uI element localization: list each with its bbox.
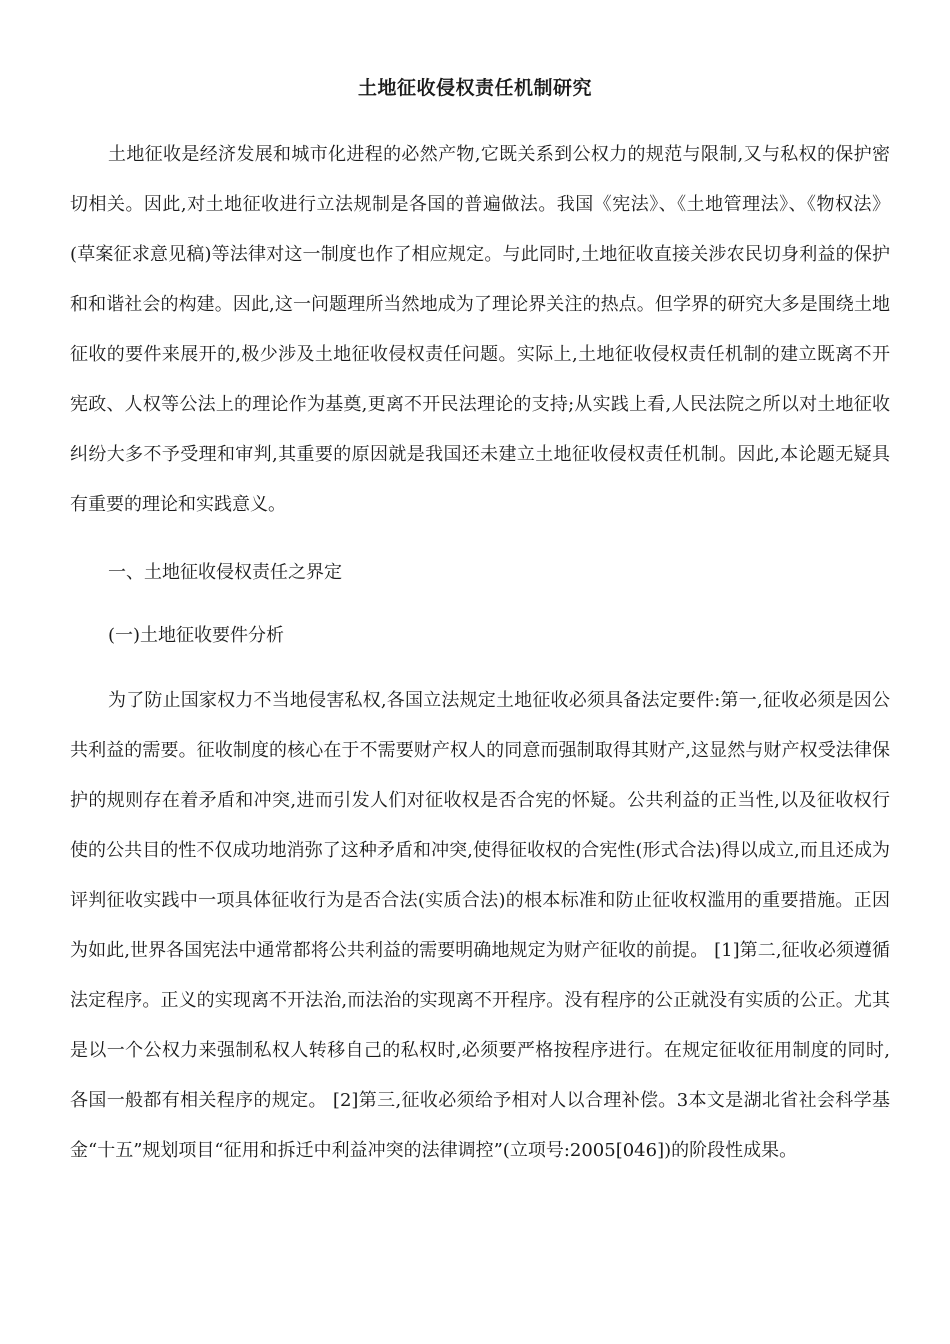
subsection-heading: (一)土地征收要件分析 — [108, 625, 285, 646]
section-heading: 一、土地征收侵权责任之界定 — [108, 562, 342, 583]
document-title: 土地征收侵权责任机制研究 — [357, 77, 592, 99]
body-paragraph: 为了防止国家权力不当地侵害私权,各国立法规定土地征收必须具备法定要件:第一,征收必须是因公共利益的需要。征收制度的核心在于不需要财产权人的同意而强制取得其财产,这显然与财产权受法律保护的规则存在着矛盾和冲突,进而引发人们对征收权是否合宪的怀疑。公共利益的正当性,以及征收权行使的公共目的性不仅成功地消弥了这种矛盾和冲突,使得征收权的合宪性(形式合法)得以成立,而且还成为评判征收实践中一项具体征收行为是否合法(实质合法)的根本标准和防止征收权滥用的重要措施。正因为如此,世界各国宪法中通常都将公共利益的需要明确地规定为财产征收的前提。 [1]第二,征收必须遵循法定程序。正义的实现离不开法治,而法治的实现离不开程序。没有程序的公正就没有实质的公正。尤其是以一个公权力来强制私权人转移自己的私权时,必须要严格按程序进行。在规定征收征用制度的同时,各国一般都有相关程序的规定。 [2]第三,征收必须给予相对人以合理补偿。3本文是湖北省社会科学基金“十五”规划项目“征用和拆迁中利益冲突的法律调控”(立项号:2005[046])的阶段性成果。 — [70, 690, 890, 1161]
intro-paragraph: 土地征收是经济发展和城市化进程的必然产物,它既关系到公权力的规范与限制,又与私权的保护密切相关。因此,对土地征收进行立法规制是各国的普遍做法。我国《宪法》、《土地管理法》、《物权法》(草案征求意见稿)等法律对这一制度也作了相应规定。与此同时,土地征收直接关涉农民切身利益的保护和和谐社会的构建。因此,这一问题理所当然地成为了理论界关注的热点。但学界的研究大多是围绕土地征收的要件来展开的,极少涉及土地征收侵权责任问题。实际上,土地征收侵权责任机制的建立既离不开宪政、人权等公法上的理论作为基奠,更离不开民法理论的支持;从实践上看,人民法院之所以对土地征收纠纷大多不予受理和审判,其重要的原因就是我国还未建立土地征收侵权责任机制。因此,本论题无疑具有重要的理论和实践意义。 — [70, 144, 890, 515]
